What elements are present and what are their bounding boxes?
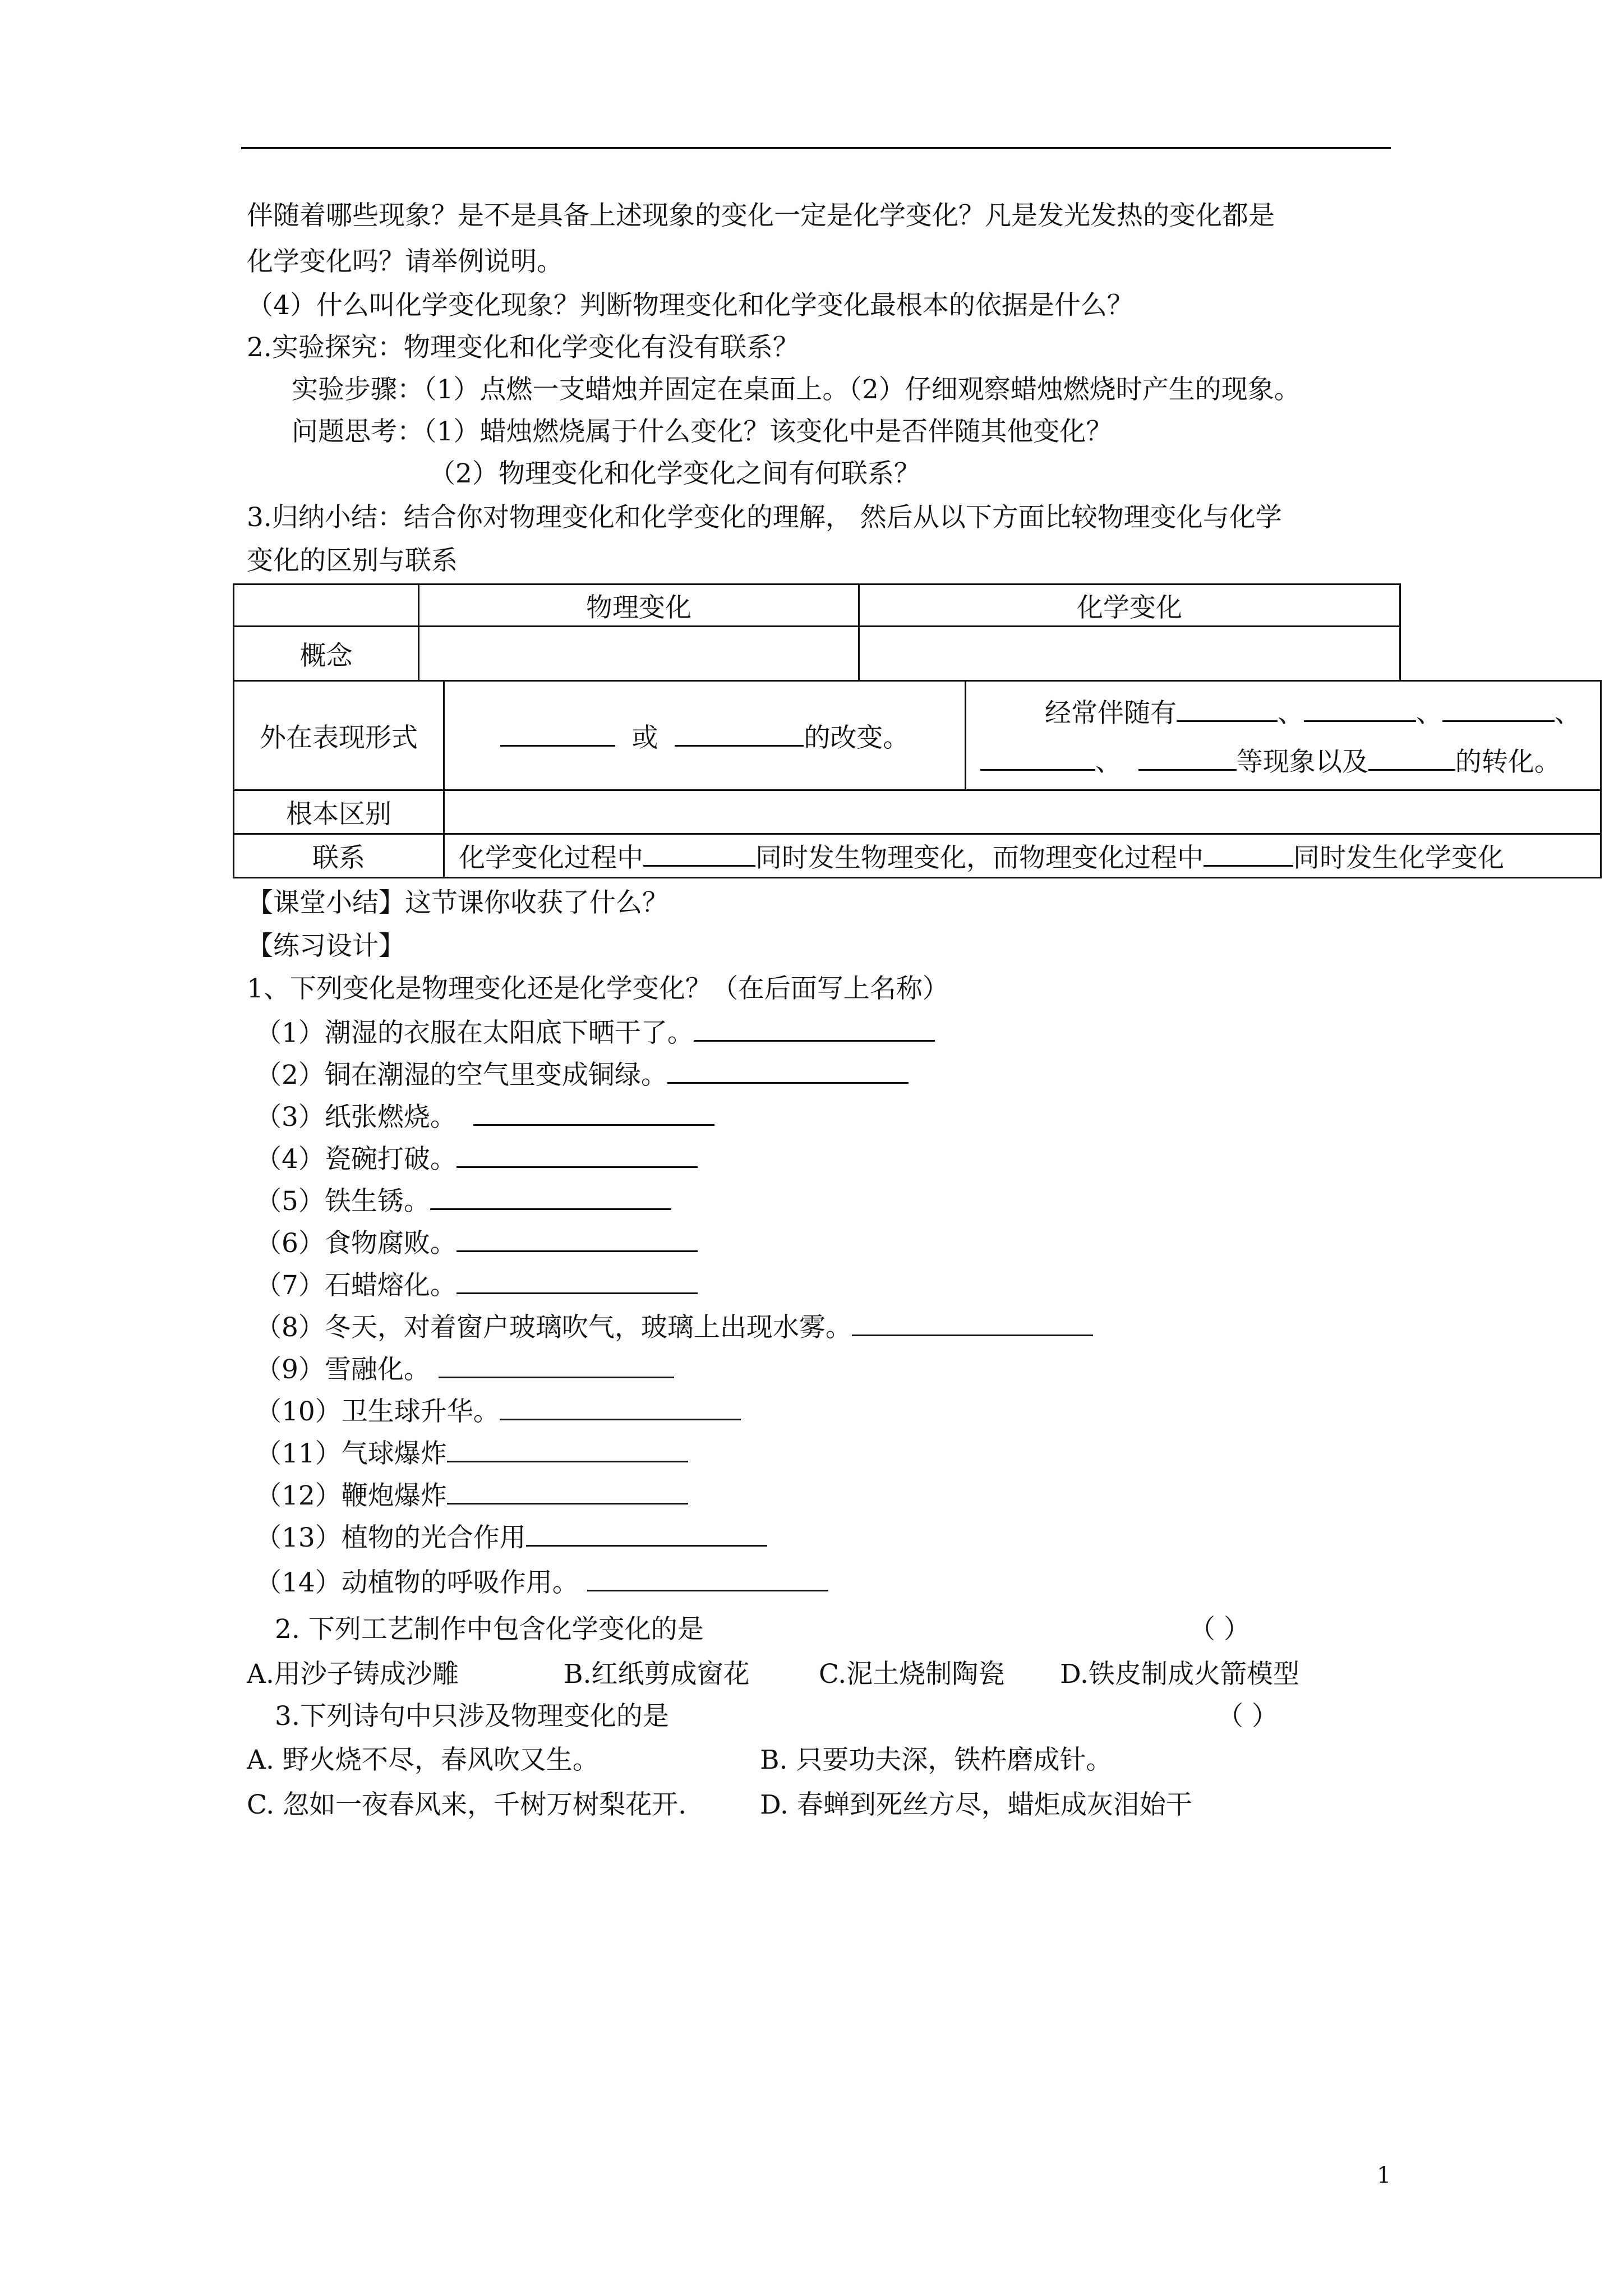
answer-blank[interactable]: [457, 1268, 698, 1294]
q3-option-d: D. 春蝉到死丝方尽，蜡炬成灰泪始干: [760, 1789, 1192, 1820]
intro-line-1: 伴随着哪些现象？是不是具备上述现象的变化一定是化学变化？凡是发光发热的变化都是: [247, 200, 1275, 231]
q2-option-a: A.用沙子铸成沙雕: [247, 1659, 459, 1690]
answer-blank[interactable]: [430, 1184, 671, 1210]
answer-blank[interactable]: [447, 1436, 688, 1462]
q3-option-c: C. 忽如一夜春风来，千树万树梨花开.: [247, 1789, 687, 1820]
answer-blank[interactable]: [526, 1520, 767, 1547]
header-rule: [241, 147, 1391, 149]
answer-blank[interactable]: [694, 1015, 935, 1042]
q1-item: [255, 1565, 828, 1600]
intro-line-2: 化学变化吗？请举例说明。: [247, 246, 563, 277]
answer-blank[interactable]: [457, 1142, 698, 1168]
q3-option-b: B. 只要功夫深，铁杵磨成针。: [760, 1745, 1113, 1775]
difference-cell: [444, 790, 1601, 834]
q1-item: [255, 1142, 698, 1176]
q1-item: [255, 1352, 674, 1387]
q1-item-text: （8）冬天，对着窗户玻璃吹气，玻璃上出现水雾。: [255, 1312, 852, 1343]
q1-item-text: （9）雪融化。: [255, 1354, 430, 1385]
q1-item-text: （4）瓷碗打破。: [255, 1144, 457, 1175]
chemical-suffix-1: 等现象以及: [1236, 747, 1368, 777]
row-relation-label: 联系: [234, 834, 444, 878]
answer-blank[interactable]: [643, 840, 755, 867]
answer-blank[interactable]: [1368, 744, 1455, 771]
q2-option-b: B.红纸剪成窗花: [564, 1659, 750, 1690]
answer-blank[interactable]: [1304, 696, 1416, 722]
exercise-heading: 【练习设计】: [247, 931, 405, 961]
comparison-table-bottom: [233, 680, 1602, 878]
appearance-physical-cell: [444, 681, 966, 790]
q1-title: 1、下列变化是物理变化还是化学变化？（在后面写上名称）: [247, 973, 949, 1004]
q1-item: [255, 1226, 698, 1260]
relation-part-3: 同时发生化学变化: [1293, 843, 1504, 873]
experiment-steps: 实验步骤：（1）点燃一支蜡烛并固定在桌面上。（2）仔细观察蜡烛燃烧时产生的现象。: [292, 374, 1301, 405]
q1-item-text: （3）纸张燃烧。: [255, 1102, 457, 1133]
page-number: 1: [1377, 2162, 1391, 2188]
answer-blank[interactable]: [457, 1226, 698, 1252]
experiment-heading: 2.实验探究：物理变化和化学变化有没有联系？: [247, 332, 799, 363]
separator: 、: [1278, 698, 1304, 729]
q1-item: [255, 1310, 1093, 1345]
relation-cell: [444, 834, 1601, 878]
chemical-prefix-text: 经常伴随有: [1045, 698, 1177, 729]
experiment-question-2: （2）物理变化和化学变化之间有何联系？: [429, 458, 920, 489]
answer-blank[interactable]: [500, 720, 615, 747]
q1-item-text: （7）石蜡熔化。: [255, 1270, 457, 1301]
q1-item: [255, 1057, 909, 1092]
q1-item: [255, 1015, 935, 1050]
row-appearance-label: 外在表现形式: [234, 681, 444, 790]
class-summary: 【课堂小结】这节课你收获了什么？: [247, 887, 668, 918]
summary-line-1: 3.归纳小结：结合你对物理变化和化学变化的理解， 然后从以下方面比较物理变化与化学: [247, 502, 1282, 533]
row-difference-label: 根本区别: [234, 790, 444, 834]
intro-line-3: （4）什么叫化学变化现象？判断物理变化和化学变化最根本的依据是什么？: [247, 290, 1133, 321]
q1-item-text: （13）植物的光合作用: [255, 1522, 526, 1553]
relation-part-1: 化学变化过程中: [459, 843, 643, 873]
concept-chemical-cell: [859, 627, 1400, 681]
relation-part-2: 同时发生物理变化，而物理变化过程中: [755, 843, 1204, 873]
answer-blank[interactable]: [1204, 840, 1293, 867]
chemical-suffix-2: 的转化。: [1455, 747, 1561, 777]
q1-item: [255, 1394, 741, 1429]
q1-item-text: （5）铁生锈。: [255, 1186, 430, 1217]
answer-blank[interactable]: [852, 1310, 1093, 1336]
separator: 、: [1416, 698, 1442, 729]
q1-item-text: （2）铜在潮湿的空气里变成铜绿。: [255, 1060, 667, 1091]
q3-title: 3.下列诗句中只涉及物理变化的是: [275, 1701, 669, 1732]
q1-item: [255, 1099, 714, 1134]
q1-item: [255, 1478, 688, 1513]
comparison-table-top: [233, 583, 1401, 682]
q1-item: [255, 1520, 767, 1555]
q2-option-c: C.泥土烧制陶瓷: [819, 1659, 1005, 1690]
answer-blank[interactable]: [1442, 696, 1555, 722]
answer-blank[interactable]: [1177, 696, 1278, 722]
answer-blank[interactable]: [980, 744, 1095, 771]
separator: 、: [1095, 747, 1122, 777]
answer-blank[interactable]: [447, 1478, 688, 1504]
answer-blank[interactable]: [587, 1565, 828, 1591]
q2-title: 2. 下列工艺制作中包含化学变化的是: [275, 1614, 704, 1645]
q3-option-a: A. 野火烧不尽，春风吹又生。: [247, 1745, 599, 1775]
q1-item: [255, 1268, 698, 1303]
q1-item-text: （1）潮湿的衣服在太阳底下晒干了。: [255, 1018, 694, 1048]
summary-line-2: 变化的区别与联系: [247, 545, 458, 576]
header-physical: 物理变化: [419, 585, 859, 627]
q1-item-text: （11）气球爆炸: [255, 1438, 447, 1469]
q1-item-text: （6）食物腐败。: [255, 1228, 457, 1259]
q1-item-text: （10）卫生球升华。: [255, 1396, 500, 1427]
answer-blank[interactable]: [675, 720, 804, 747]
q1-item-text: （12）鞭炮爆炸: [255, 1480, 447, 1511]
q1-item: [255, 1436, 688, 1471]
row-concept-label: 概念: [234, 627, 419, 681]
q2-answer-paren[interactable]: （ ）: [1189, 1614, 1250, 1645]
header-chemical: 化学变化: [859, 585, 1400, 627]
concept-physical-cell: [419, 627, 859, 681]
physical-or-text: 或: [631, 722, 658, 753]
answer-blank[interactable]: [1138, 744, 1237, 771]
q1-item-text: （14）动植物的呼吸作用。: [255, 1567, 579, 1598]
answer-blank[interactable]: [473, 1099, 714, 1126]
q1-item: [255, 1184, 671, 1218]
answer-blank[interactable]: [500, 1394, 741, 1420]
physical-change-text: 的改变。: [804, 722, 910, 753]
answer-blank[interactable]: [439, 1352, 674, 1378]
experiment-question-1: 问题思考：（1）蜡烛燃烧属于什么变化？该变化中是否伴随其他变化？: [292, 416, 1113, 447]
q2-option-d: D.铁皮制成火箭模型: [1060, 1659, 1299, 1690]
answer-blank[interactable]: [667, 1057, 909, 1084]
q3-answer-paren[interactable]: （ ）: [1217, 1701, 1278, 1732]
separator: 、: [1555, 698, 1581, 729]
appearance-chemical-cell: [966, 681, 1601, 790]
table-corner-cell: [234, 585, 419, 627]
